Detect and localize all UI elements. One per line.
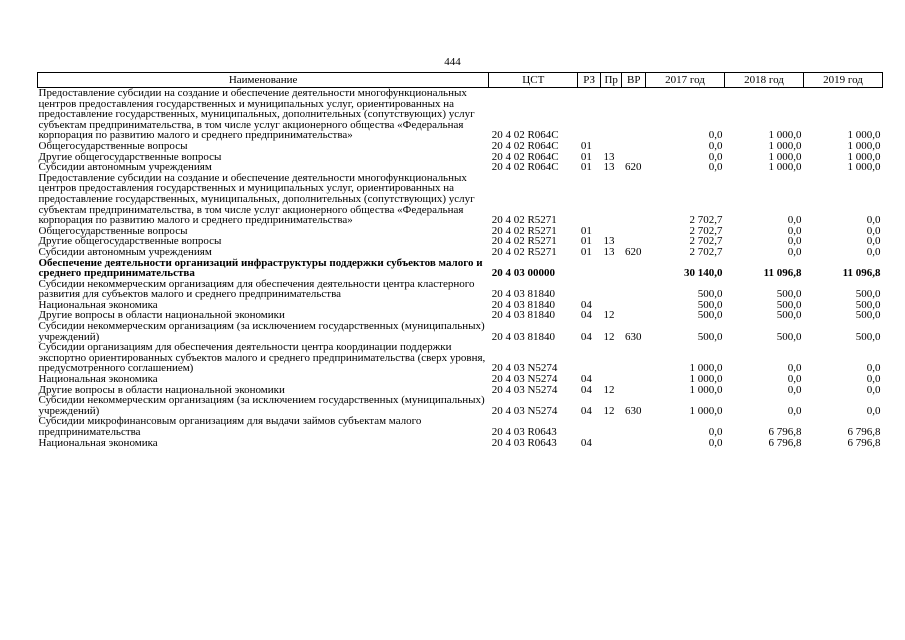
cell-pr: 13 — [603, 235, 615, 248]
cell-2019: 0,0 — [866, 235, 881, 248]
cell-2018: 6 796,8 — [768, 426, 802, 438]
table-row — [38, 342, 883, 374]
cell-pr: 12 — [603, 309, 615, 322]
table-row — [38, 279, 883, 300]
cell-2019: 0,0 — [866, 383, 881, 396]
cell-pr — [600, 342, 622, 374]
header-2019: 2019 год — [803, 73, 882, 88]
cell-vr — [622, 374, 646, 385]
cell-vr: 630 — [624, 330, 642, 343]
cell-cst: 20 4 03 00000 — [491, 267, 555, 280]
cell-2018: 0,0 — [787, 235, 802, 248]
cell-name: Общегосударственные вопросы — [38, 224, 188, 237]
cell-pr: 13 — [603, 161, 615, 174]
table-row — [38, 141, 883, 152]
cell-2017: 2 702,7 — [689, 214, 723, 227]
cell-2018: 500,0 — [776, 330, 802, 343]
cell-vr — [622, 88, 646, 141]
cell-2019: 1 000,0 — [847, 129, 881, 142]
cell-2017: 0,0 — [708, 150, 723, 163]
cell-name: Субсидии автономным учреждениям — [38, 245, 212, 258]
cell-2017: 0,0 — [708, 129, 723, 142]
cell-cst: 20 4 02 R5271 — [491, 235, 557, 248]
cell-vr: 630 — [624, 404, 642, 417]
header-rz: РЗ — [578, 73, 601, 88]
cell-cst: 20 4 02 R5271 — [491, 224, 557, 237]
cell-pr — [600, 141, 622, 152]
cell-2017: 0,0 — [708, 426, 723, 438]
cell-2018: 11 096,8 — [763, 267, 802, 280]
cell-2018: 0,0 — [787, 224, 802, 237]
cell-cst: 20 4 03 R0643 — [491, 426, 557, 438]
cell-rz: 04 — [580, 298, 592, 311]
cell-rz: 01 — [580, 161, 592, 174]
cell-2018: 0,0 — [787, 404, 802, 417]
cell-pr: 13 — [603, 245, 615, 258]
header-2018: 2018 год — [725, 73, 804, 88]
cell-2018: 1 000,0 — [768, 161, 802, 174]
cell-2017: 0,0 — [708, 139, 723, 152]
cell-2018: 0,0 — [787, 373, 802, 386]
cell-2019: 0,0 — [866, 224, 881, 237]
cell-cst: 20 4 03 81840 — [491, 309, 555, 322]
cell-2017: 500,0 — [697, 309, 723, 322]
cell-2017: 0,0 — [708, 436, 723, 449]
cell-2017: 500,0 — [697, 330, 723, 343]
cell-2017: 30 140,0 — [684, 267, 723, 280]
cell-cst: 20 4 02 R064C — [491, 161, 559, 174]
cell-name: Предоставление субсидии на создание и обеспечение деятельности многофункциональных центров предоставления государственных и муниципальных услуг, ориентированных на предоставление государственных, муниципальных, дополнительных (сопутствующих) услуг субъектам предпринимательства, в том числе услуг акционерного общества «Федеральная корпорация по развитию малого и среднего предпринимательства» — [38, 87, 475, 142]
cell-2019: 6 796,8 — [847, 426, 881, 438]
cell-pr — [600, 258, 622, 279]
cell-rz — [578, 279, 601, 300]
cell-name: Субсидии организациям для обеспечения деятельности центра координации поддержки экспортно ориентированных субъектов малого и среднего предпринимательства (сверх уровня, предусмотренного соглашением) — [38, 341, 486, 375]
cell-rz — [578, 416, 601, 437]
cell-rz: 04 — [580, 436, 592, 449]
cell-2017: 500,0 — [697, 288, 723, 301]
cell-rz: 04 — [580, 404, 592, 417]
cell-name: Другие общегосударственные вопросы — [38, 235, 222, 248]
cell-pr — [600, 279, 622, 300]
cell-rz: 04 — [580, 383, 592, 396]
cell-name: Другие общегосударственные вопросы — [38, 150, 222, 163]
cell-rz: 01 — [580, 150, 592, 163]
cell-rz: 04 — [580, 309, 592, 322]
cell-2019: 1 000,0 — [847, 139, 881, 152]
cell-2019: 500,0 — [855, 330, 881, 343]
header-pr: Пр — [600, 73, 622, 88]
cell-vr — [622, 385, 646, 396]
cell-vr — [622, 279, 646, 300]
cell-vr — [622, 258, 646, 279]
cell-rz: 01 — [580, 224, 592, 237]
cell-name: Другие вопросы в области национальной экономики — [38, 383, 285, 396]
cell-name: Предоставление субсидии на создание и обеспечение деятельности многофункциональных центров предоставления государственных и муниципальных услуг, ориентированных на предоставление государственных, муниципальных, дополнительных (сопутствующих) услуг субъектам предпринимательства, в том числе услуг акционерного общества «Федеральная корпорация по развитию малого и среднего предпринимательства» — [38, 171, 475, 227]
cell-2019: 6 796,8 — [847, 436, 881, 449]
cell-2017: 1 000,0 — [689, 383, 723, 396]
cell-2019: 1 000,0 — [847, 161, 881, 174]
cell-2019: 500,0 — [855, 298, 881, 311]
cell-cst: 20 4 03 81840 — [491, 288, 555, 301]
cell-vr — [622, 300, 646, 311]
cell-2019: 500,0 — [855, 309, 881, 322]
cell-2017: 1 000,0 — [689, 373, 723, 386]
cell-2018: 1 000,0 — [768, 139, 802, 152]
cell-vr — [622, 310, 646, 321]
cell-2018: 6 796,8 — [768, 436, 802, 449]
cell-cst: 20 4 02 R064C — [491, 139, 559, 152]
cell-cst: 20 4 02 R064C — [491, 150, 559, 163]
cell-name: Субсидии некоммерческим организациям (за исключением государственных (муниципальных) учреждений) — [38, 320, 485, 343]
cell-name: Субсидии микрофинансовым организациям для выдачи займов субъектам малого предпринимательства — [38, 415, 422, 438]
cell-2018: 500,0 — [776, 298, 802, 311]
cell-rz — [578, 258, 601, 279]
cell-name: Обеспечение деятельности организаций инфраструктуры поддержки субъектов малого и среднего предпринимательства — [38, 256, 483, 280]
cell-rz — [578, 88, 601, 141]
cell-pr: 12 — [603, 383, 615, 396]
cell-2018: 500,0 — [776, 288, 802, 301]
cell-vr: 620 — [624, 245, 642, 258]
cell-2017: 2 702,7 — [689, 224, 723, 237]
cell-cst: 20 4 03 N5274 — [491, 383, 558, 396]
cell-cst: 20 4 03 N5274 — [491, 373, 558, 386]
cell-2018: 1 000,0 — [768, 150, 802, 163]
cell-2019: 0,0 — [866, 362, 881, 375]
cell-rz: 01 — [580, 245, 592, 258]
cell-cst: 20 4 02 R5271 — [491, 245, 557, 258]
table-body — [38, 88, 883, 449]
page-number: 444 — [444, 56, 461, 68]
cell-vr — [622, 173, 646, 226]
cell-rz — [578, 173, 601, 226]
cell-2017: 500,0 — [697, 298, 723, 311]
cell-vr — [622, 416, 646, 437]
cell-pr: 12 — [603, 404, 615, 417]
cell-2019: 11 096,8 — [842, 267, 881, 280]
table-header-row — [38, 73, 883, 88]
table-row — [38, 247, 883, 258]
cell-2018: 500,0 — [776, 309, 802, 322]
cell-vr — [622, 342, 646, 374]
cell-name: Субсидии некоммерческим организациям для обеспечения деятельности центра кластерного развития для субъектов малого и среднего предпринимательства — [38, 277, 475, 301]
cell-pr — [600, 173, 622, 226]
header-vr: ВР — [622, 73, 646, 88]
cell-cst: 20 4 03 N5274 — [491, 404, 558, 417]
cell-2019: 0,0 — [866, 214, 881, 227]
table-row — [38, 395, 883, 416]
cell-2017: 1 000,0 — [689, 362, 723, 375]
cell-cst: 20 4 03 R0643 — [491, 436, 557, 449]
cell-rz: 04 — [580, 330, 592, 343]
header-name: Наименование — [38, 73, 489, 88]
cell-pr — [600, 88, 622, 141]
cell-2017: 1 000,0 — [689, 404, 723, 417]
cell-pr — [600, 438, 622, 449]
cell-cst: 20 4 03 81840 — [491, 330, 555, 343]
budget-table — [37, 72, 883, 448]
cell-vr — [622, 141, 646, 152]
table-row — [38, 88, 883, 141]
cell-name: Общегосударственные вопросы — [38, 139, 188, 152]
cell-name: Национальная экономика — [38, 298, 158, 311]
cell-2018: 0,0 — [787, 383, 802, 396]
header-2017: 2017 год — [646, 73, 725, 88]
table-row — [38, 258, 883, 279]
table-row — [38, 438, 883, 449]
cell-2018: 0,0 — [787, 362, 802, 375]
cell-rz — [578, 342, 601, 374]
cell-cst: 20 4 03 81840 — [491, 298, 555, 311]
cell-2019: 0,0 — [866, 404, 881, 417]
cell-pr: 12 — [603, 330, 615, 343]
cell-2018: 1 000,0 — [768, 129, 802, 142]
cell-vr — [622, 438, 646, 449]
cell-rz: 01 — [580, 235, 592, 248]
cell-cst: 20 4 03 N5274 — [491, 362, 558, 375]
cell-vr: 620 — [624, 161, 642, 174]
cell-rz: 01 — [580, 139, 592, 152]
cell-2018: 0,0 — [787, 214, 802, 227]
cell-rz: 04 — [580, 373, 592, 386]
cell-name: Национальная экономика — [38, 373, 158, 386]
cell-name: Национальная экономика — [38, 436, 158, 449]
cell-name: Субсидии автономным учреждениям — [38, 161, 212, 174]
cell-name: Субсидии некоммерческим организациям (за исключением государственных (муниципальных) учреждений) — [38, 394, 485, 417]
cell-pr — [600, 416, 622, 437]
cell-vr — [622, 226, 646, 237]
cell-2019: 1 000,0 — [847, 150, 881, 163]
cell-cst: 20 4 02 R5271 — [491, 214, 557, 227]
cell-2017: 2 702,7 — [689, 245, 723, 258]
cell-2019: 0,0 — [866, 245, 881, 258]
cell-pr: 13 — [603, 150, 615, 163]
table-row — [38, 321, 883, 342]
table-row — [38, 173, 883, 226]
cell-2019: 500,0 — [855, 288, 881, 301]
header-cst: ЦСТ — [489, 73, 578, 88]
cell-2018: 0,0 — [787, 245, 802, 258]
cell-2017: 2 702,7 — [689, 235, 723, 248]
cell-name: Другие вопросы в области национальной экономики — [38, 309, 285, 322]
cell-cst: 20 4 02 R064C — [491, 129, 559, 142]
cell-2017: 0,0 — [708, 161, 723, 174]
table-row — [38, 416, 883, 437]
cell-2019: 0,0 — [866, 373, 881, 386]
